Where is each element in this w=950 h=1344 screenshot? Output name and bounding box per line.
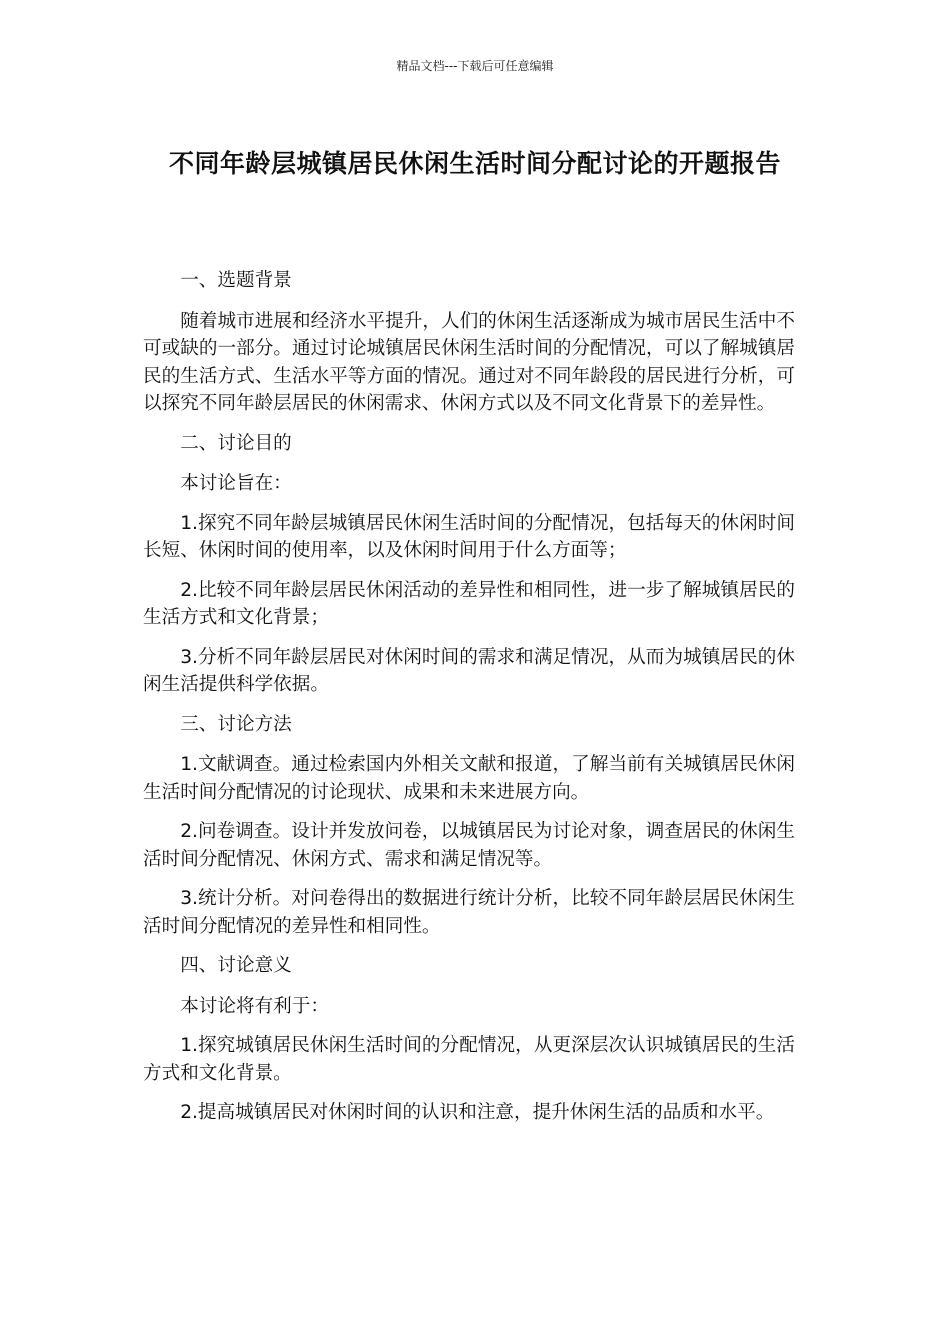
- body-paragraph: 3.统计分析。对问卷得出的数据进行统计分析，比较不同年龄层居民休闲生活时间分配情况的差异性和相同性。: [143, 888, 795, 937]
- body-paragraph: 1.文献调查。通过检索国内外相关文献和报道，了解当前有关城镇居民休闲生活时间分配情况的讨论现状、成果和未来进展方向。: [143, 754, 795, 803]
- body-paragraph: 本讨论将有利于：: [180, 995, 329, 1017]
- section-heading: 三、讨论方法: [180, 713, 292, 735]
- body-paragraph: 2.提高城镇居民对休闲时间的认识和注意，提升休闲生活的品质和水平。: [180, 1102, 775, 1123]
- body-paragraph: 1.探究不同年龄层城镇居民休闲生活时间的分配情况，包括每天的休闲时间长短、休闲时间的使用率，以及休闲时间用于什么方面等；: [143, 512, 795, 561]
- header-note: 精品文档---下载后可任意编辑: [396, 59, 554, 73]
- body-paragraph: 2.问卷调查。设计并发放问卷，以城镇居民为讨论对象，调查居民的休闲生活时间分配情况、休闲方式、需求和满足情况等。: [143, 821, 795, 870]
- body-paragraph: 随着城市进展和经济水平提升，人们的休闲生活逐渐成为城市居民生活中不可或缺的一部分。通过讨论城镇居民休闲生活时间的分配情况，可以了解城镇居民的生活方式、生活水平等方面的情况。通过对不同年龄段的居民进行分析，可以探究不同年龄层居民的休闲需求、休闲方式以及不同文化背景下的差异性。: [143, 310, 795, 414]
- section-heading: 一、选题背景: [180, 270, 292, 291]
- section-heading: 二、讨论目的: [180, 432, 292, 454]
- body-paragraph: 1.探究城镇居民休闲生活时间的分配情况，从更深层次认识城镇居民的生活方式和文化背景。: [143, 1035, 795, 1084]
- section-heading: 四、讨论意义: [180, 955, 292, 976]
- body-paragraph: 2.比较不同年龄层居民休闲活动的差异性和相同性，进一步了解城镇居民的生活方式和文化背景；: [143, 579, 795, 628]
- body-paragraph: 本讨论旨在：: [180, 473, 292, 494]
- body-paragraph: 3.分析不同年龄层居民对休闲时间的需求和满足情况，从而为城镇居民的休闲生活提供科学依据。: [143, 646, 795, 695]
- document-title: 不同年龄层城镇居民休闲生活时间分配讨论的开题报告: [168, 149, 781, 178]
- document-body: [143, 267, 795, 1139]
